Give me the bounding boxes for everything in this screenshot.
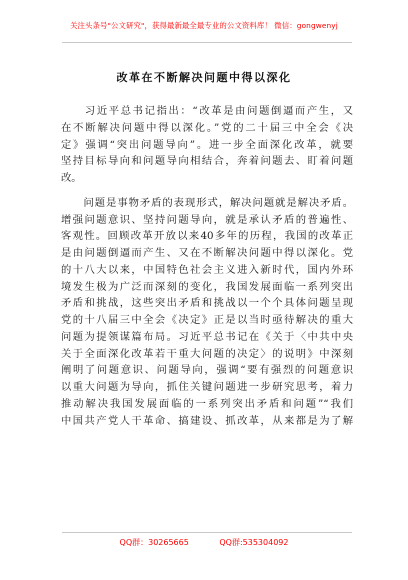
body-line: 在不断解决问题中得以深化。”党的二十届三中全会《决 <box>61 121 353 134</box>
body-line: 中国共产党人干革命、搞建设、抓改革，从来都是为了解 <box>61 414 353 427</box>
body-line: 定》强调“突出问题导向”。进一步全面深化改革，就要 <box>61 138 353 151</box>
body-line: 关于全面深化改革若干重大问题的决定〉的说明》中深刻 <box>61 347 353 360</box>
body-line: 是由问题倒逼而产生、又在不断解决问题中得以深化。党 <box>61 247 353 259</box>
body-line: 客观性。回顾改革开放以来40多年的历程，我国的改革正 <box>61 230 353 243</box>
document-title: 改革在不断解决问题中得以深化 <box>116 71 292 84</box>
body-line: 坚持目标导向和问题导向相结合，奔着问题去、盯着问题 <box>61 155 353 168</box>
footer-qq-group-2: QQ群:535304092 <box>219 538 289 547</box>
footer-contacts <box>0 537 408 548</box>
document-body <box>61 103 353 429</box>
paragraph-1 <box>61 103 353 187</box>
body-line: 的十八大以来，中国特色社会主义进入新时代，国内外环 <box>61 263 353 276</box>
body-line: 习近平总书记指出：“改革是由问题倒逼而产生，又 <box>61 105 353 117</box>
header-divider <box>62 42 352 43</box>
header-notice: 关注头条号"公文研究"，获得最新最全最专业的公文资料库！ 微信：gongwenyj <box>70 21 338 30</box>
body-line: 推动解决我国发展面临的一系列突出矛盾和问题”“我们 <box>61 397 353 410</box>
body-line: 矛盾和挑战，这些突出矛盾和挑战以一个个具体问题呈现 <box>61 297 353 310</box>
body-line: 党的十八届三中全会《决定》正是以当时亟待解决的重大 <box>61 314 353 326</box>
body-line: 境发生极为广泛而深刻的变化，我国发展面临一系列突出 <box>61 280 353 293</box>
body-line: 问题是事物矛盾的表现形式，解决问题就是解决矛盾。 <box>61 196 353 209</box>
body-line: 阐明了问题意识、问题导向，强调“要有强烈的问题意识 <box>61 364 353 377</box>
footer-qq-group-1: QQ群：30265665 <box>119 538 189 547</box>
body-line: 改。 <box>61 172 82 184</box>
body-line: 增强问题意识、坚持问题导向，就是承认矛盾的普遍性、 <box>61 213 353 226</box>
body-line: 问题为提领谋篇布局。习近平总书记在《关于〈中共中央 <box>61 330 353 343</box>
body-line: 以重大问题为导向，抓住关键问题进一步研究思考，着力 <box>61 381 353 393</box>
footer-divider <box>62 532 352 533</box>
paragraph-2 <box>61 195 353 430</box>
